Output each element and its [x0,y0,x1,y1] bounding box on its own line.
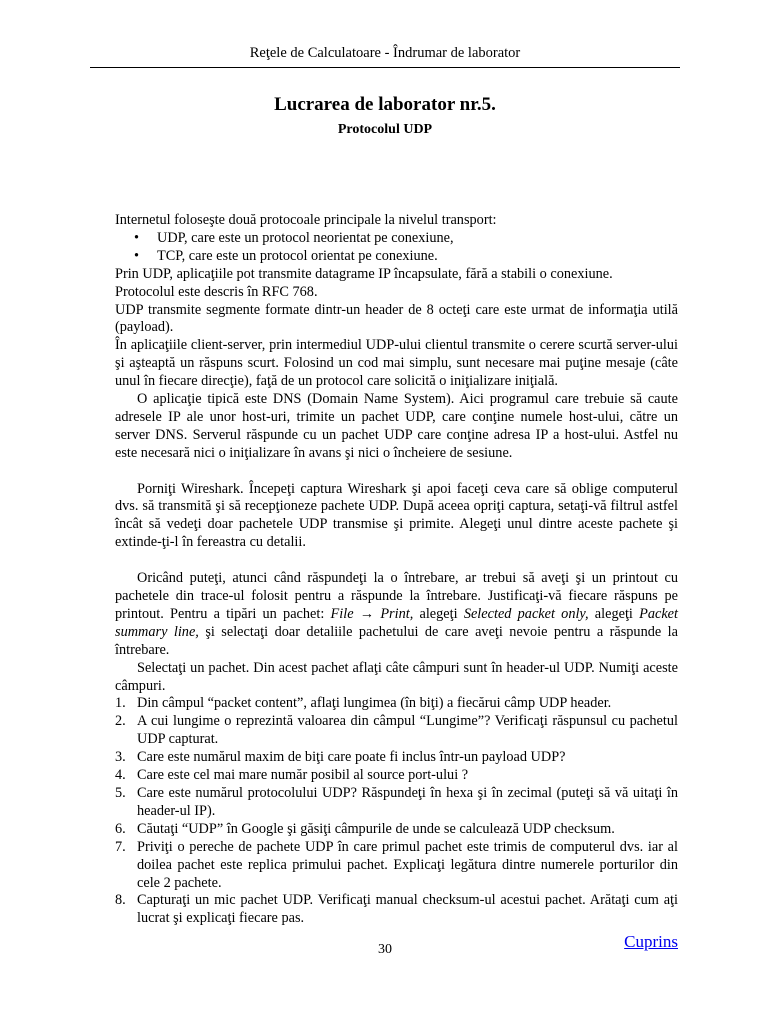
question-text: Din câmpul “packet content”, aflaţi lungimea (în biţi) a fiecărui câmp UDP header. [137,695,612,712]
list-item [115,892,678,928]
protocol-list [115,230,678,266]
page-subtitle: Protocolul UDP [337,122,433,137]
paragraph: Protocolul este descris în RFC 768. [115,283,318,300]
question-text: Care este numărul maxim de biţi care poate fi inclus într-un payload UDP? [137,749,566,766]
bullet-icon: • [134,247,140,264]
menu-file-label: File [330,605,354,622]
list-item [134,229,678,248]
list-number: 5. [115,784,126,801]
list-item [115,713,678,749]
menu-print-label: Print, [380,605,414,622]
intro-lead: Internetul foloseşte două protocoale principale la nivelul transport: [115,212,497,228]
list-item [134,247,678,266]
printout-paragraph [115,570,678,660]
paragraph: În aplicaţiile client-server, prin intermediul UDP-ului clientul transmite o cerere scurtă server-ului şi aşteaptă un răspuns scurt. Folosind un cod mai simplu, sunt necesare mai puţine mesaje (câte unul în fiecare direcţie), faţă de un protocol care solicită o iniţializare iniţială. [115,337,678,390]
question-text: Priviţi o pereche de pachete UDP în care primul pachet este trimis de computerul dvs. iar al doilea pachet este replica primului pachet. Explicaţi legătura dintre numerele porturilor din cele 2 pachete. [137,838,678,891]
cuprins-link[interactable]: Cuprins [624,932,678,951]
paragraph: Prin UDP, aplicaţiile pot transmite datagrame IP încapsulate, fără a stabili o conexiune. [115,265,613,282]
list-item [115,749,678,767]
text-run: alegeţi [413,605,464,622]
question-text: A cui lungime o reprezintă valoarea din câmpul “Lungime”? Verificaţi răspunsul cu pachetul UDP capturat. [137,713,678,748]
bullet-icon: • [134,229,140,246]
list-item-text: TCP, care este un protocol orientat pe conexiune. [157,247,438,264]
question-text: Capturaţi un mic pachet UDP. Verificaţi manual checksum-ul acestui pachet. Arătaţi cum aţi lucrat şi explicaţi fiecare pas. [137,892,678,927]
text-run: Oricând puteţi, atunci când răspundeţi la o întrebare, ar trebui să aveţi şi un printout cu pachetele din trace-ul folosit pentru a răspunde la întrebare. Justificaţi-vă fiecare răspuns pe printout. Pentru a tipări un pachet: [115,570,678,622]
header-divider [90,67,680,68]
document-body [115,212,678,928]
list-number: 8. [115,892,126,909]
text-run: alegeţi [588,605,640,622]
list-number: 6. [115,820,126,837]
spacer [115,463,678,481]
question-text: Căutaţi “UDP” în Google şi găsiţi câmpurile de unde se calculează UDP checksum. [137,820,615,837]
list-number: 2. [115,713,126,730]
list-item [115,820,678,839]
text-run: şi selectaţi doar detaliile pachetului de care aveţi nevoie pentru a răspunde la întrebare. [115,623,678,658]
list-number: 4. [115,767,126,784]
paragraph: UDP transmite segmente formate dintr-un header de 8 octeţi care este urmat de informaţia utilă (payload). [115,301,678,336]
page-number: 30 [378,942,392,957]
list-number: 1. [115,695,126,712]
option-selected-packet: Selected packet only, [463,605,589,622]
running-header: Reţele de Calculatoare - Îndrumar de laborator [249,45,521,61]
page-title: Lucrarea de laborator nr.5. [274,94,496,115]
list-item [115,784,678,821]
list-item [115,838,678,893]
question-text: Care este numărul protocolului UDP? Răspundeţi în hexa şi în zecimal (puteţi să vă uitaţi în header-ul IP). [137,784,678,819]
list-number: 7. [115,838,126,855]
list-item-text: UDP, care este un protocol neorientat pe conexiune, [157,229,454,246]
question-list [115,695,678,928]
option-summary-line: Packet summary line, [115,605,678,640]
list-item [115,767,678,785]
task-paragraph: Selectaţi un pachet. Din acest pachet aflaţi câte câmpuri sunt în header-ul UDP. Numiţi aceste câmpuri. [115,659,678,694]
list-number: 3. [115,749,126,766]
paragraph: O aplicaţie tipică este DNS (Domain Name System). Aici programul care trebuie să caute adresele IP ale unor host-uri, trimite un pachet UDP, care conţine numele host-ului, către un server DNS. Serverul răspunde cu un pachet UDP care conţine adresa IP a host-ului. Astfel nu este necesară nici o iniţializare în avans şi nici o încheiere de sesiune. [115,391,678,461]
list-item [115,695,678,713]
question-text: Care este cel mai mare număr posibil al source port-ului ? [137,767,469,784]
arrow-icon: → [353,605,381,622]
paragraph: Porniţi Wireshark. Începeţi captura Wireshark şi apoi faceţi ceva care să oblige computerul dvs. să transmită şi să recepţioneze pachete UDP. După aceea opriţi captura, setaţi-vă filtrul astfel încât să vedeţi doar pachetele UDP transmise şi primite. Alegeţi unul dintre aceste pachete şi extinde-ţi-l în fereastra cu detalii. [115,480,678,551]
spacer [115,552,678,570]
